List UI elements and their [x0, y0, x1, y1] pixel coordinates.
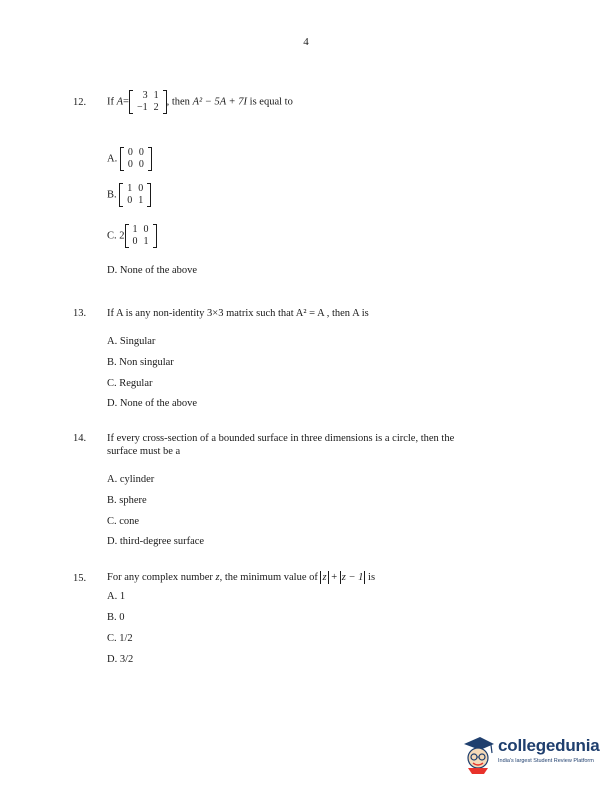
matrix-a: 3 1 −1 2 [129, 90, 167, 114]
q12-expression: A² − 5A + 7I [192, 96, 248, 108]
q12-option-b-matrix: 1 0 0 1 [119, 183, 151, 207]
collegedunia-logo[interactable] [460, 732, 608, 780]
q12-tail: is equal to [249, 96, 293, 108]
q14-option-d: D. third-degree surface [107, 536, 205, 547]
q12-then: , then [166, 96, 190, 108]
question-13-number: 13. [73, 308, 87, 319]
q13-option-d: D. None of the above [107, 398, 198, 409]
q12-option-b: B. 1 0 0 1 [107, 183, 151, 207]
question-12-number: 12. [73, 97, 87, 108]
question-15-number: 15. [73, 573, 87, 584]
q15-var-z: z [215, 572, 220, 583]
page-number: 4 [303, 36, 309, 48]
q12-eq: = [123, 96, 129, 108]
q12-option-a-matrix: 0 0 0 0 [120, 147, 152, 171]
q13-option-c: C. Regular [107, 378, 153, 389]
q12-option-a: A. 0 0 0 0 [107, 147, 152, 171]
abs-z-minus-1: z − 1 [341, 572, 364, 583]
q15-option-c: C. 1/2 [107, 633, 133, 644]
q12-if: If [107, 96, 114, 108]
q14-option-a: A. cylinder [107, 474, 155, 485]
q12-option-c: C. 2 1 0 0 1 [107, 224, 157, 248]
q14-option-c: C. cone [107, 516, 140, 527]
question-12-text [107, 90, 293, 114]
q13-option-b: B. Non singular [107, 357, 174, 368]
q15-option-d: D. 3/2 [107, 654, 134, 665]
q12-var-a: A [116, 96, 124, 108]
question-15-text: For any complex number z, the minimum value of z + z − 1 is [107, 572, 376, 583]
q12-option-d: D. None of the above [107, 265, 198, 276]
q12-option-c-matrix: 1 0 0 1 [125, 224, 157, 248]
question-14-number: 14. [73, 433, 87, 444]
logo-tagline: India's largest Student Review Platform [498, 758, 594, 764]
question-14-line-2: surface must be a [107, 446, 181, 457]
graduate-mascot-icon [460, 734, 496, 778]
q15-option-a: A. 1 [107, 591, 126, 602]
q14-option-b: B. sphere [107, 495, 147, 506]
question-13-text: If A is any non-identity 3×3 matrix such that A² = A , then A is [107, 308, 369, 319]
abs-z: z [322, 572, 327, 583]
q15-option-b: B. 0 [107, 612, 125, 623]
question-14-line-1: If every cross-section of a bounded surface in three dimensions is a circle, then the [107, 433, 455, 444]
q13-option-a: A. Singular [107, 336, 156, 347]
logo-wordmark: collegedunia [498, 736, 600, 755]
